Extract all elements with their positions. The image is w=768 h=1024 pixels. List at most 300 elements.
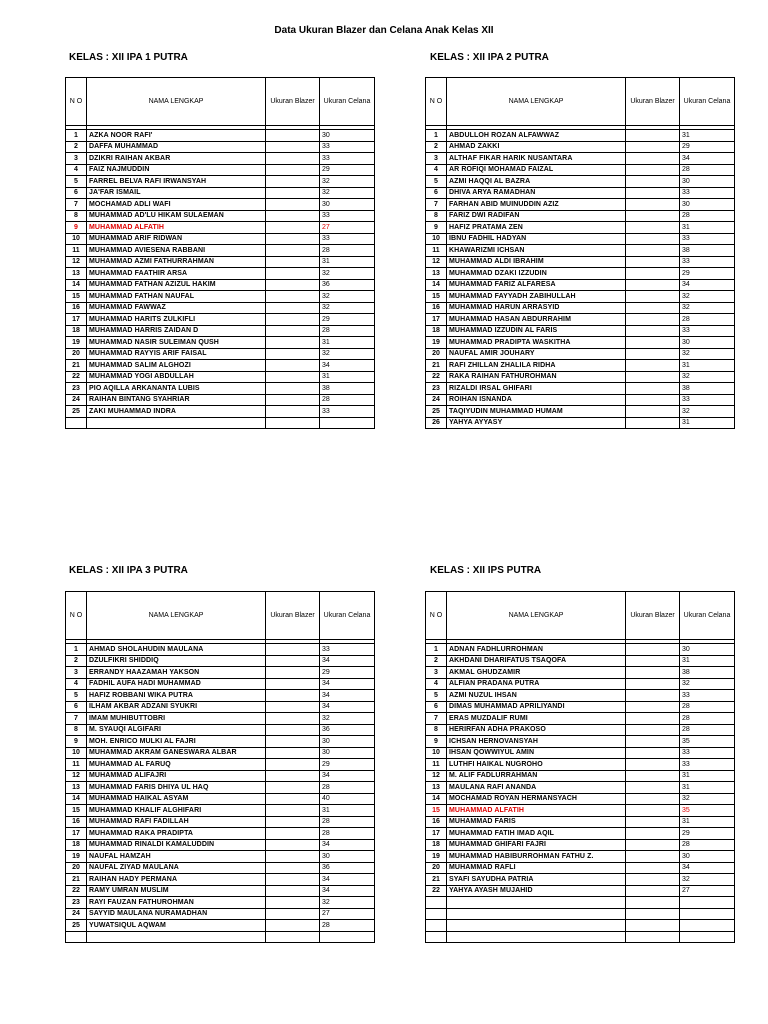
student-name: MUHAMMAD HARITS ZULKIFLI xyxy=(87,314,266,326)
row-number: 1 xyxy=(426,644,447,656)
blazer-size xyxy=(626,713,680,725)
header-blazer: Ukuran Blazer xyxy=(626,592,680,640)
row-number: 17 xyxy=(426,828,447,840)
table-row xyxy=(66,164,375,176)
table-row xyxy=(66,655,375,667)
student-name: JA'FAR ISMAIL xyxy=(87,187,266,199)
row-number: 6 xyxy=(66,701,87,713)
trouser-size: 32 xyxy=(680,371,735,383)
table-row xyxy=(426,233,735,245)
blazer-size xyxy=(626,724,680,736)
trouser-size: 33 xyxy=(680,394,735,406)
table-row xyxy=(426,701,735,713)
trouser-size: 29 xyxy=(320,314,375,326)
student-name: MUHAMMAD YOGI ABDULLAH xyxy=(87,371,266,383)
student-name: AZKA NOOR RAFI' xyxy=(87,130,266,142)
blazer-size xyxy=(266,770,320,782)
student-name: MUHAMMAD RAYYIS ARIF FAISAL xyxy=(87,348,266,360)
table-row xyxy=(66,770,375,782)
blazer-size xyxy=(266,839,320,851)
row-number xyxy=(426,897,447,909)
table-row xyxy=(426,245,735,257)
student-name: RIZALDI IRSAL GHIFARI xyxy=(447,383,626,395)
blazer-size xyxy=(266,920,320,932)
student-name: ERRANDY HAAZAMAH YAKSON xyxy=(87,667,266,679)
row-number: 20 xyxy=(66,862,87,874)
student-name: MUHAMMAD IZZUDIN AL FARIS xyxy=(447,325,626,337)
student-name xyxy=(447,908,626,920)
student-name: IHSAN QOWWIYUL AMIN xyxy=(447,747,626,759)
row-number: 7 xyxy=(426,713,447,725)
student-name: AHMAD ZAKKI xyxy=(447,141,626,153)
trouser-size: 31 xyxy=(320,256,375,268)
student-name: MUHAMMAD FATIH IMAD AQIL xyxy=(447,828,626,840)
table-row xyxy=(66,245,375,257)
trouser-size: 38 xyxy=(680,667,735,679)
blazer-size xyxy=(266,805,320,817)
blazer-size xyxy=(266,279,320,291)
row-number: 8 xyxy=(426,724,447,736)
row-number: 10 xyxy=(426,747,447,759)
header-blazer: Ukuran Blazer xyxy=(626,78,680,126)
table-row xyxy=(426,644,735,656)
header-no: N O xyxy=(66,78,87,126)
student-name: DAFFA MUHAMMAD xyxy=(87,141,266,153)
roster-table-xii-ipa-2 xyxy=(425,77,735,429)
student-name: MAULANA RAFI ANANDA xyxy=(447,782,626,794)
blazer-size xyxy=(626,210,680,222)
student-name: MUHAMMAD FATHAN AZIZUL HAKIM xyxy=(87,279,266,291)
table-row xyxy=(66,908,375,920)
row-number: 3 xyxy=(66,667,87,679)
table-row xyxy=(66,793,375,805)
student-name: HAFIZ ROBBANI WIKA PUTRA xyxy=(87,690,266,702)
student-name xyxy=(447,931,626,943)
student-name: DZULFIKRI SHIDDIQ xyxy=(87,655,266,667)
row-number: 9 xyxy=(426,736,447,748)
student-name: FARIZ DWI RADIFAN xyxy=(447,210,626,222)
table-row xyxy=(66,348,375,360)
student-name: MUHAMMAD DZAKI IZZUDIN xyxy=(447,268,626,280)
row-number: 18 xyxy=(426,325,447,337)
blazer-size xyxy=(266,325,320,337)
table-row xyxy=(426,816,735,828)
row-number: 8 xyxy=(66,724,87,736)
table-row xyxy=(66,141,375,153)
header-no: N O xyxy=(426,78,447,126)
row-number: 23 xyxy=(66,383,87,395)
trouser-size: 28 xyxy=(680,314,735,326)
trouser-size: 28 xyxy=(680,164,735,176)
student-name: AKHDANI DHARIFATUS TSAQOFA xyxy=(447,655,626,667)
class-label-xii-ipa-1: KELAS : XII IPA 1 PUTRA xyxy=(69,52,188,63)
table-row xyxy=(426,348,735,360)
trouser-size: 30 xyxy=(320,736,375,748)
row-number: 9 xyxy=(66,222,87,234)
student-name: AHMAD SHOLAHUDIN MAULANA xyxy=(87,644,266,656)
student-name: MUHAMMAD ALDI IBRAHIM xyxy=(447,256,626,268)
row-number: 7 xyxy=(426,199,447,211)
trouser-size: 34 xyxy=(680,279,735,291)
table-row xyxy=(426,839,735,851)
blazer-size xyxy=(266,828,320,840)
row-number: 21 xyxy=(66,360,87,372)
trouser-size: 30 xyxy=(320,747,375,759)
blazer-size xyxy=(626,222,680,234)
row-number: 8 xyxy=(426,210,447,222)
row-number: 2 xyxy=(66,655,87,667)
blazer-size xyxy=(626,851,680,863)
row-number: 23 xyxy=(66,897,87,909)
student-name: AZMI NUZUL IHSAN xyxy=(447,690,626,702)
trouser-size: 31 xyxy=(680,782,735,794)
header-blazer: Ukuran Blazer xyxy=(266,592,320,640)
row-number: 19 xyxy=(426,851,447,863)
row-number: 14 xyxy=(66,793,87,805)
blazer-size xyxy=(626,759,680,771)
table-row xyxy=(426,805,735,817)
blazer-size xyxy=(626,885,680,897)
header-blazer: Ukuran Blazer xyxy=(266,78,320,126)
blazer-size xyxy=(626,279,680,291)
trouser-size: 28 xyxy=(320,325,375,337)
blazer-size xyxy=(626,314,680,326)
row-number: 15 xyxy=(66,291,87,303)
student-name: ADNAN FADHLURROHMAN xyxy=(447,644,626,656)
row-number: 6 xyxy=(426,701,447,713)
table-row xyxy=(426,187,735,199)
row-number: 13 xyxy=(66,782,87,794)
table-row xyxy=(426,279,735,291)
blazer-size xyxy=(626,644,680,656)
row-number: 22 xyxy=(426,885,447,897)
trouser-size: 35 xyxy=(680,805,735,817)
table-row xyxy=(66,199,375,211)
student-name: MOH. ENRICO MULKI AL FAJRI xyxy=(87,736,266,748)
blazer-size xyxy=(626,862,680,874)
trouser-size: 31 xyxy=(320,371,375,383)
trouser-size xyxy=(680,931,735,943)
blazer-size xyxy=(626,417,680,429)
student-name: RAIHAN HADY PERMANA xyxy=(87,874,266,886)
table-row xyxy=(66,210,375,222)
trouser-size: 40 xyxy=(320,793,375,805)
blazer-size xyxy=(626,805,680,817)
blazer-size xyxy=(266,713,320,725)
trouser-size: 31 xyxy=(680,360,735,372)
student-name xyxy=(447,897,626,909)
blazer-size xyxy=(626,816,680,828)
trouser-size: 31 xyxy=(320,805,375,817)
blazer-size xyxy=(266,141,320,153)
table-row xyxy=(66,291,375,303)
blazer-size xyxy=(266,187,320,199)
row-number: 25 xyxy=(66,920,87,932)
trouser-size: 33 xyxy=(680,690,735,702)
table-row xyxy=(426,394,735,406)
trouser-size: 33 xyxy=(320,406,375,418)
table-row xyxy=(426,747,735,759)
table-row xyxy=(426,325,735,337)
trouser-size: 32 xyxy=(320,713,375,725)
table-row xyxy=(66,839,375,851)
blazer-size xyxy=(626,782,680,794)
student-name: MUHAMMAD HABIBURROHMAN FATHU Z. xyxy=(447,851,626,863)
row-number: 14 xyxy=(426,279,447,291)
header-celana: Ukuran Celana xyxy=(320,78,375,126)
student-name xyxy=(87,417,266,429)
blazer-size xyxy=(626,256,680,268)
blazer-size xyxy=(626,406,680,418)
trouser-size: 34 xyxy=(320,701,375,713)
table-row xyxy=(426,920,735,932)
row-number: 25 xyxy=(66,406,87,418)
row-number: 11 xyxy=(66,245,87,257)
table-row xyxy=(426,655,735,667)
student-name: NAUFAL HAMZAH xyxy=(87,851,266,863)
blazer-size xyxy=(266,724,320,736)
row-number: 9 xyxy=(426,222,447,234)
trouser-size: 34 xyxy=(320,360,375,372)
table-row xyxy=(66,222,375,234)
table-row xyxy=(66,360,375,372)
table-row xyxy=(66,314,375,326)
table-row xyxy=(66,713,375,725)
trouser-size: 31 xyxy=(680,655,735,667)
row-number: 7 xyxy=(66,199,87,211)
table-row xyxy=(66,383,375,395)
student-name: MUHAMMAD FAWWAZ xyxy=(87,302,266,314)
trouser-size: 30 xyxy=(680,851,735,863)
table-row xyxy=(66,736,375,748)
table-row xyxy=(426,406,735,418)
table-row xyxy=(66,279,375,291)
student-name: ALTHAF FIKAR HARIK NUSANTARA xyxy=(447,153,626,165)
blazer-size xyxy=(626,747,680,759)
trouser-size: 34 xyxy=(680,153,735,165)
trouser-size: 32 xyxy=(320,302,375,314)
trouser-size xyxy=(680,897,735,909)
blazer-size xyxy=(266,908,320,920)
student-name: TAQIYUDIN MUHAMMAD HUMAM xyxy=(447,406,626,418)
row-number: 6 xyxy=(66,187,87,199)
student-name: MUHAMMAD RAFLI xyxy=(447,862,626,874)
row-number xyxy=(426,908,447,920)
blazer-size xyxy=(626,394,680,406)
student-name: MUHAMMAD AZMI FATHURRAHMAN xyxy=(87,256,266,268)
trouser-size: 32 xyxy=(320,897,375,909)
table-row xyxy=(66,187,375,199)
student-name: MUHAMMAD FARIS DHIYA UL HAQ xyxy=(87,782,266,794)
table-row xyxy=(66,805,375,817)
trouser-size: 30 xyxy=(320,851,375,863)
row-number: 24 xyxy=(66,394,87,406)
header-no: N O xyxy=(426,592,447,640)
row-number: 18 xyxy=(66,839,87,851)
student-name: RAFI ZHILLAN ZHALILA RIDHA xyxy=(447,360,626,372)
trouser-size: 34 xyxy=(320,770,375,782)
table-row xyxy=(66,701,375,713)
student-name: MOCHAMAD ROYAN HERMANSYACH xyxy=(447,793,626,805)
trouser-size: 32 xyxy=(680,302,735,314)
trouser-size: 27 xyxy=(320,908,375,920)
trouser-size: 32 xyxy=(680,793,735,805)
trouser-size: 32 xyxy=(680,406,735,418)
blazer-size xyxy=(266,245,320,257)
row-number: 2 xyxy=(426,141,447,153)
trouser-size: 28 xyxy=(320,816,375,828)
table-row xyxy=(66,667,375,679)
blazer-size xyxy=(266,736,320,748)
blazer-size xyxy=(626,233,680,245)
table-row xyxy=(426,690,735,702)
table-row xyxy=(426,130,735,142)
trouser-size: 28 xyxy=(680,713,735,725)
row-number: 13 xyxy=(426,268,447,280)
row-number: 16 xyxy=(66,816,87,828)
student-name: MUHAMMAD SALIM ALGHOZI xyxy=(87,360,266,372)
trouser-size: 28 xyxy=(320,782,375,794)
row-number: 20 xyxy=(426,862,447,874)
blazer-size xyxy=(266,199,320,211)
student-name: SAYYID MAULANA NURAMADHAN xyxy=(87,908,266,920)
row-number: 13 xyxy=(66,268,87,280)
row-number: 10 xyxy=(66,233,87,245)
trouser-size: 33 xyxy=(680,747,735,759)
row-number: 24 xyxy=(426,394,447,406)
student-name: ALFIAN PRADANA PUTRA xyxy=(447,678,626,690)
trouser-size: 28 xyxy=(320,828,375,840)
row-number: 25 xyxy=(426,406,447,418)
row-number: 3 xyxy=(426,667,447,679)
row-number: 17 xyxy=(66,828,87,840)
blazer-size xyxy=(626,141,680,153)
blazer-size xyxy=(626,931,680,943)
table-row xyxy=(66,325,375,337)
blazer-size xyxy=(266,371,320,383)
student-name: KHAWARIZMI ICHSAN xyxy=(447,245,626,257)
row-number: 13 xyxy=(426,782,447,794)
row-number: 23 xyxy=(426,383,447,395)
trouser-size: 33 xyxy=(320,210,375,222)
trouser-size: 33 xyxy=(680,256,735,268)
table-row xyxy=(66,417,375,429)
student-name: MUHAMMAD ALFATIH xyxy=(447,805,626,817)
student-name: MUHAMMAD GHIFARI FAJRI xyxy=(447,839,626,851)
blazer-size xyxy=(626,130,680,142)
row-number: 18 xyxy=(66,325,87,337)
student-name: RAIHAN BINTANG SYAHRIAR xyxy=(87,394,266,406)
table-row xyxy=(426,153,735,165)
table-row xyxy=(426,302,735,314)
table-row xyxy=(426,667,735,679)
trouser-size: 27 xyxy=(320,222,375,234)
blazer-size xyxy=(266,291,320,303)
trouser-size xyxy=(680,908,735,920)
trouser-size: 38 xyxy=(680,383,735,395)
table-row xyxy=(66,406,375,418)
row-number: 19 xyxy=(426,337,447,349)
table-row xyxy=(66,371,375,383)
trouser-size: 29 xyxy=(680,828,735,840)
blazer-size xyxy=(266,759,320,771)
blazer-size xyxy=(266,816,320,828)
row-number: 5 xyxy=(66,690,87,702)
blazer-size xyxy=(626,736,680,748)
table-row xyxy=(66,724,375,736)
row-number: 1 xyxy=(66,130,87,142)
trouser-size: 35 xyxy=(680,736,735,748)
table-row xyxy=(66,268,375,280)
blazer-size xyxy=(626,908,680,920)
student-name: YAHYA AYYASY xyxy=(447,417,626,429)
table-row xyxy=(426,931,735,943)
table-row xyxy=(66,130,375,142)
trouser-size: 36 xyxy=(320,862,375,874)
student-name: YAHYA AYASH MUJAHID xyxy=(447,885,626,897)
row-number: 17 xyxy=(66,314,87,326)
blazer-size xyxy=(266,678,320,690)
student-name: FAIZ NAJMUDDIN xyxy=(87,164,266,176)
trouser-size: 32 xyxy=(680,291,735,303)
student-name: AZMI HAQQI AL BAZRA xyxy=(447,176,626,188)
trouser-size: 31 xyxy=(680,770,735,782)
roster-table-xii-ips xyxy=(425,591,735,943)
student-name: MUHAMMAD AKRAM GANESWARA ALBAR xyxy=(87,747,266,759)
blazer-size xyxy=(266,874,320,886)
blazer-size xyxy=(266,644,320,656)
trouser-size: 29 xyxy=(680,268,735,280)
row-number: 19 xyxy=(66,337,87,349)
table-row xyxy=(66,851,375,863)
trouser-size: 30 xyxy=(680,199,735,211)
table-row xyxy=(66,644,375,656)
blazer-size xyxy=(626,360,680,372)
table-row xyxy=(426,222,735,234)
table-row xyxy=(426,713,735,725)
row-number: 4 xyxy=(426,164,447,176)
row-number: 3 xyxy=(66,153,87,165)
blazer-size xyxy=(626,701,680,713)
header-no: N O xyxy=(66,592,87,640)
row-number: 4 xyxy=(66,678,87,690)
blazer-size xyxy=(266,406,320,418)
row-number xyxy=(426,920,447,932)
trouser-size: 32 xyxy=(320,291,375,303)
student-name: MUHAMMAD FAATHIR ARSA xyxy=(87,268,266,280)
table-row xyxy=(426,851,735,863)
table-row xyxy=(426,199,735,211)
row-number: 2 xyxy=(426,655,447,667)
header-name: NAMA LENGKAP xyxy=(87,592,266,640)
student-name: SYAFI SAYUDHA PATRIA xyxy=(447,874,626,886)
blazer-size xyxy=(626,268,680,280)
student-name: MUHAMMAD AD'LU HIKAM SULAEMAN xyxy=(87,210,266,222)
trouser-size: 28 xyxy=(320,394,375,406)
blazer-size xyxy=(266,383,320,395)
table-row xyxy=(66,782,375,794)
trouser-size: 33 xyxy=(680,187,735,199)
trouser-size: 33 xyxy=(320,153,375,165)
blazer-size xyxy=(626,770,680,782)
blazer-size xyxy=(626,153,680,165)
table-row xyxy=(426,759,735,771)
class-label-xii-ips: KELAS : XII IPS PUTRA xyxy=(430,565,542,576)
table-row xyxy=(66,678,375,690)
blazer-size xyxy=(266,394,320,406)
table-row xyxy=(426,314,735,326)
blazer-size xyxy=(266,222,320,234)
